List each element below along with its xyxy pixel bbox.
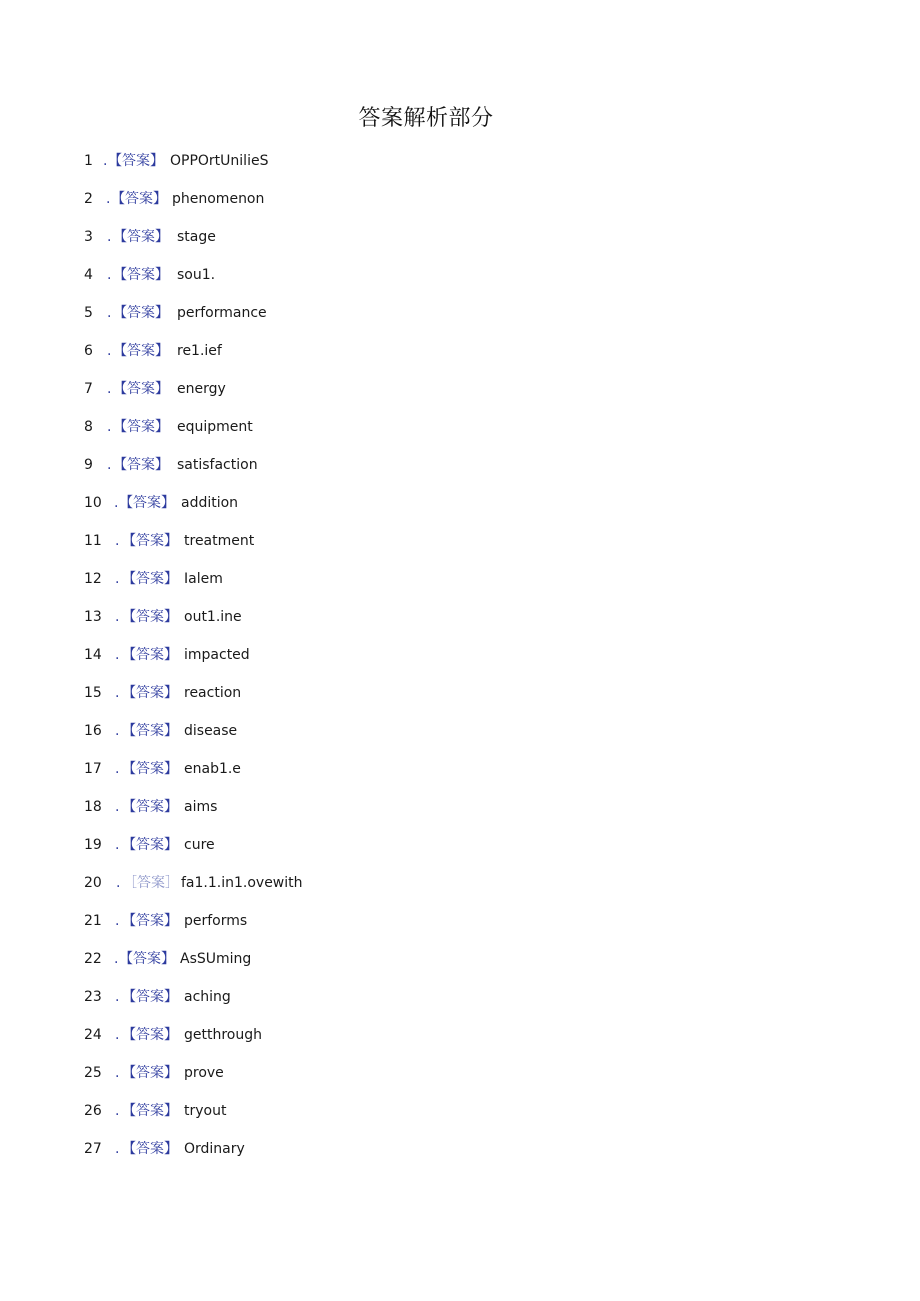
answer-text: cure (184, 837, 215, 853)
answer-text: OPPOrtUnilieS (170, 153, 269, 169)
item-number: 15 (84, 685, 102, 701)
page-title: 答案解析部分 (358, 106, 494, 131)
answer-text: aching (184, 989, 231, 1005)
item-separator: . (103, 153, 108, 169)
item-number: 12 (84, 571, 102, 587)
item-separator: . (115, 799, 120, 815)
answer-text: energy (177, 381, 226, 397)
answer-text: reaction (184, 685, 242, 701)
item-separator: . (115, 837, 120, 853)
answer-text: aims (184, 799, 218, 815)
answer-text: tryout (184, 1103, 227, 1119)
item-number: 26 (84, 1103, 102, 1119)
answer-text: out1.ine (184, 609, 242, 625)
item-separator: . (107, 457, 112, 473)
answer-tag: 【答案】 (122, 609, 178, 625)
answer-text: impacted (184, 647, 250, 663)
item-separator: . (115, 1065, 120, 1081)
item-number: 2 (84, 191, 93, 207)
item-number: 27 (84, 1141, 102, 1157)
answer-tag: ［答案］ (123, 875, 179, 891)
item-separator: . (115, 1027, 120, 1043)
item-separator: . (115, 989, 120, 1005)
answer-tag: 【答案】 (113, 267, 169, 283)
answer-text: stage (177, 229, 216, 245)
answer-tag: 【答案】 (111, 191, 167, 207)
answer-tag: 【答案】 (122, 989, 178, 1005)
answer-tag: 【答案】 (122, 913, 178, 929)
answer-tag: 【答案】 (122, 647, 178, 663)
item-number: 4 (84, 267, 93, 283)
answer-text: Ialem (184, 571, 223, 587)
answer-text: disease (184, 723, 238, 739)
item-separator: . (115, 913, 120, 929)
item-separator: . (107, 343, 112, 359)
item-separator: . (115, 609, 120, 625)
item-number: 13 (84, 609, 102, 625)
item-number: 22 (84, 951, 102, 967)
answer-tag: 【答案】 (122, 685, 178, 701)
item-separator: . (114, 951, 119, 967)
answer-tag: 【答案】 (122, 533, 178, 549)
item-number: 6 (84, 343, 93, 359)
answer-text: treatment (184, 533, 255, 549)
item-number: 7 (84, 381, 93, 397)
item-number: 10 (84, 495, 102, 511)
answer-tag: 【答案】 (122, 837, 178, 853)
item-number: 11 (84, 533, 102, 549)
item-separator: . (115, 1141, 120, 1157)
item-separator: . (115, 533, 120, 549)
item-number: 9 (84, 457, 93, 473)
answer-text: prove (184, 1065, 224, 1081)
item-separator: . (115, 647, 120, 663)
item-number: 19 (84, 837, 102, 853)
answer-tag: 【答案】 (122, 799, 178, 815)
item-separator: . (107, 419, 112, 435)
item-number: 3 (84, 229, 93, 245)
item-separator: . (107, 305, 112, 321)
answer-tag: 【答案】 (113, 419, 169, 435)
answer-tag: 【答案】 (122, 761, 178, 777)
item-separator: . (116, 875, 121, 891)
answer-tag: 【答案】 (122, 1141, 178, 1157)
answer-tag: 【答案】 (113, 381, 169, 397)
answer-text: getthrough (184, 1027, 262, 1043)
item-separator: . (106, 191, 111, 207)
answer-text: re1.ief (177, 343, 222, 359)
answer-tag: 【答案】 (122, 571, 178, 587)
item-number: 14 (84, 647, 102, 663)
item-separator: . (115, 1103, 120, 1119)
item-separator: . (115, 571, 120, 587)
answer-text: performs (184, 913, 248, 929)
answer-tag: 【答案】 (113, 343, 169, 359)
item-number: 18 (84, 799, 102, 815)
item-number: 1 (84, 153, 93, 169)
item-number: 25 (84, 1065, 102, 1081)
answer-text: enab1.e (184, 761, 241, 777)
item-separator: . (107, 267, 112, 283)
answer-text: AsSUming (180, 951, 252, 967)
answer-text: satisfaction (177, 457, 258, 473)
answer-tag: 【答案】 (108, 153, 164, 169)
item-separator: . (115, 723, 120, 739)
item-separator: . (107, 229, 112, 245)
item-number: 8 (84, 419, 93, 435)
item-separator: . (107, 381, 112, 397)
item-number: 17 (84, 761, 102, 777)
answer-tag: 【答案】 (113, 305, 169, 321)
answer-tag: 【答案】 (113, 457, 169, 473)
answer-tag: 【答案】 (122, 1027, 178, 1043)
answer-tag: 【答案】 (119, 495, 175, 511)
item-number: 21 (84, 913, 102, 929)
answer-tag: 【答案】 (122, 723, 178, 739)
answer-text: equipment (177, 419, 253, 435)
answer-tag: 【答案】 (122, 1103, 178, 1119)
item-number: 20 (84, 875, 102, 891)
item-separator: . (114, 495, 119, 511)
answer-tag: 【答案】 (119, 951, 175, 967)
item-number: 24 (84, 1027, 102, 1043)
answer-text: sou1. (177, 267, 216, 283)
answer-tag: 【答案】 (122, 1065, 178, 1081)
answer-text: addition (181, 495, 239, 511)
answer-text: phenomenon (172, 191, 265, 207)
item-number: 5 (84, 305, 93, 321)
answer-text: performance (177, 305, 267, 321)
answer-tag: 【答案】 (113, 229, 169, 245)
answer-text: fa1.1.in1.ovewith (181, 875, 303, 891)
item-separator: . (115, 761, 120, 777)
item-number: 23 (84, 989, 102, 1005)
item-number: 16 (84, 723, 102, 739)
item-separator: . (115, 685, 120, 701)
answer-text: Ordinary (184, 1141, 245, 1157)
